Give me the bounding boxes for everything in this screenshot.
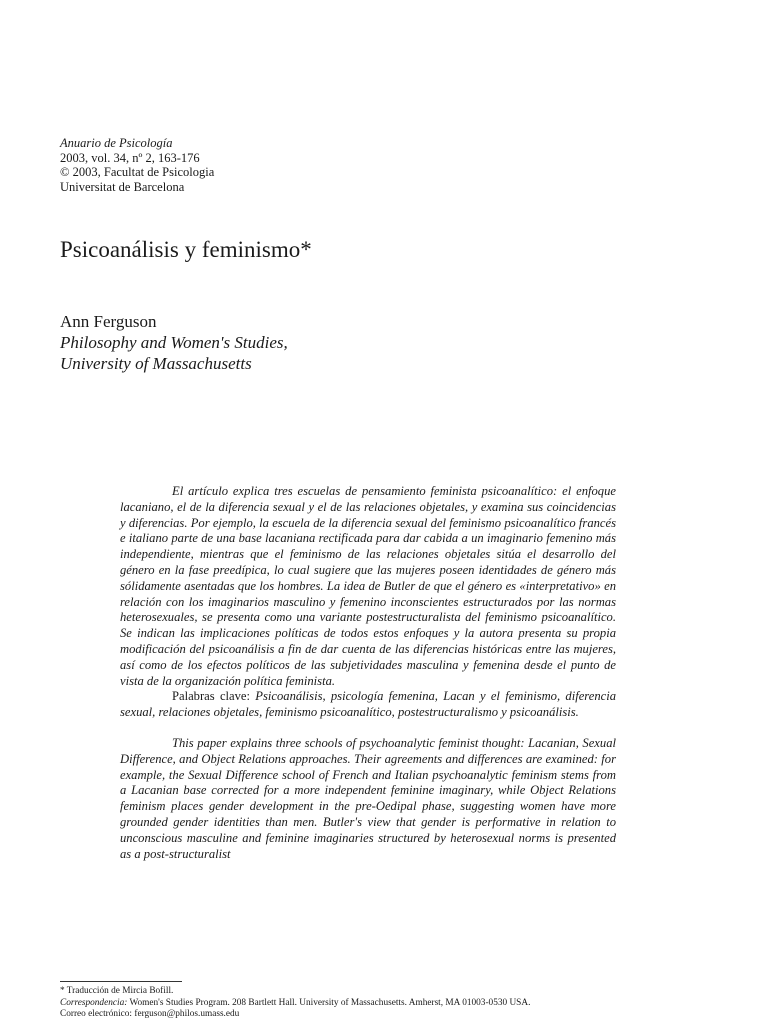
footnotes: [60, 986, 530, 1021]
author-affiliation-university: University of Massachusetts: [60, 354, 252, 373]
abstract-section: [120, 484, 616, 862]
keywords-label: Palabras clave:: [172, 689, 251, 704]
correspondence-note: [60, 998, 530, 1010]
author-affiliation-department: Philosophy and Women's Studies,: [60, 333, 288, 352]
keywords-paragraph: [120, 689, 616, 721]
journal-name: Anuario de Psicología: [60, 136, 173, 150]
author-name: Ann Ferguson: [60, 312, 157, 331]
correspondence-address: Women's Studies Program. 208 Bartlett Hall. University of Massachusetts. Amherst, MA 01003-0530 USA.: [129, 997, 531, 1008]
correspondence-label: Correspondencia:: [60, 997, 128, 1008]
abstract-spanish: El artículo explica tres escuelas de pensamiento feminista psicoanalítico: el enfoque lacaniano, el de la diferencia sexual y el de las relaciones objetales, y examina sus coincidencias y diferencias. Por ejemplo, la escuela de la diferencia sexual del feminismo psicoanalítico francés e italiano parte de una base lacaniana rectificada para dar cabida a un imaginario femenino más independiente, mientras que el feminismo de las relaciones objetales sitúa el desarrollo del género en la fase preedípica, lo cual sugiere que las mujeres poseen identidades de género más sólidamente asentadas que los hombres. La idea de Butler de que el género es «interpretativo» en relación con los imaginarios masculino y femenino inconscientes estructurados por las normas heterosexuales, se presenta como una variante postestructuralista del feminismo psicoanalítico. Se indican las implicaciones políticas de todos estos enfoques y la autora presenta su propia modificación del psicoanálisis a fin de dar cuenta de las diferencias históricas entre las mujeres, así como de los efectos políticos de las subjetividades masculina y femenina desde el punto de vista de la organización política feminista.: [120, 484, 616, 688]
university-line: Universitat de Barcelona: [60, 179, 185, 194]
abstract-english: This paper explains three schools of psychoanalytic feminist thought: Lacanian, Sexual Difference, and Object Relations approaches. Their agreements and differences are examined: for example, the Sexual Difference school of French and Italian psychoanalytic feminism stems from a Lacanian base corrected for a more independent feminine imaginary, while Object Relations feminism places gender development in the pre-Oedipal phase, suggesting women have more grounded gender identities than men. Butler's view that gender is performative in relation to unconscious masculine and feminine imaginaries structured by heterosexual norms is presented as a post-structuralist: [120, 735, 616, 861]
copyright-line: © 2003, Facultat de Psicologia: [60, 165, 215, 179]
author-block: [60, 311, 288, 374]
article-title: Psicoanálisis y feminismo*: [60, 237, 312, 262]
keywords-list: Psicoanálisis, psicología femenina, Lacan y el feminismo, diferencia sexual, relaciones objetales, feminismo psicoanalítico, postestructuralismo y psicoanálisis.: [120, 689, 616, 720]
translation-note: * Traducción de Mircia Bofill.: [60, 986, 174, 996]
publication-info: [60, 136, 214, 194]
footnote-divider: [60, 981, 182, 982]
volume-info: 2003, vol. 34, nº 2, 163-176: [60, 150, 200, 165]
email-note: Correo electrónico: ferguson@philos.umass.edu: [60, 1009, 240, 1019]
